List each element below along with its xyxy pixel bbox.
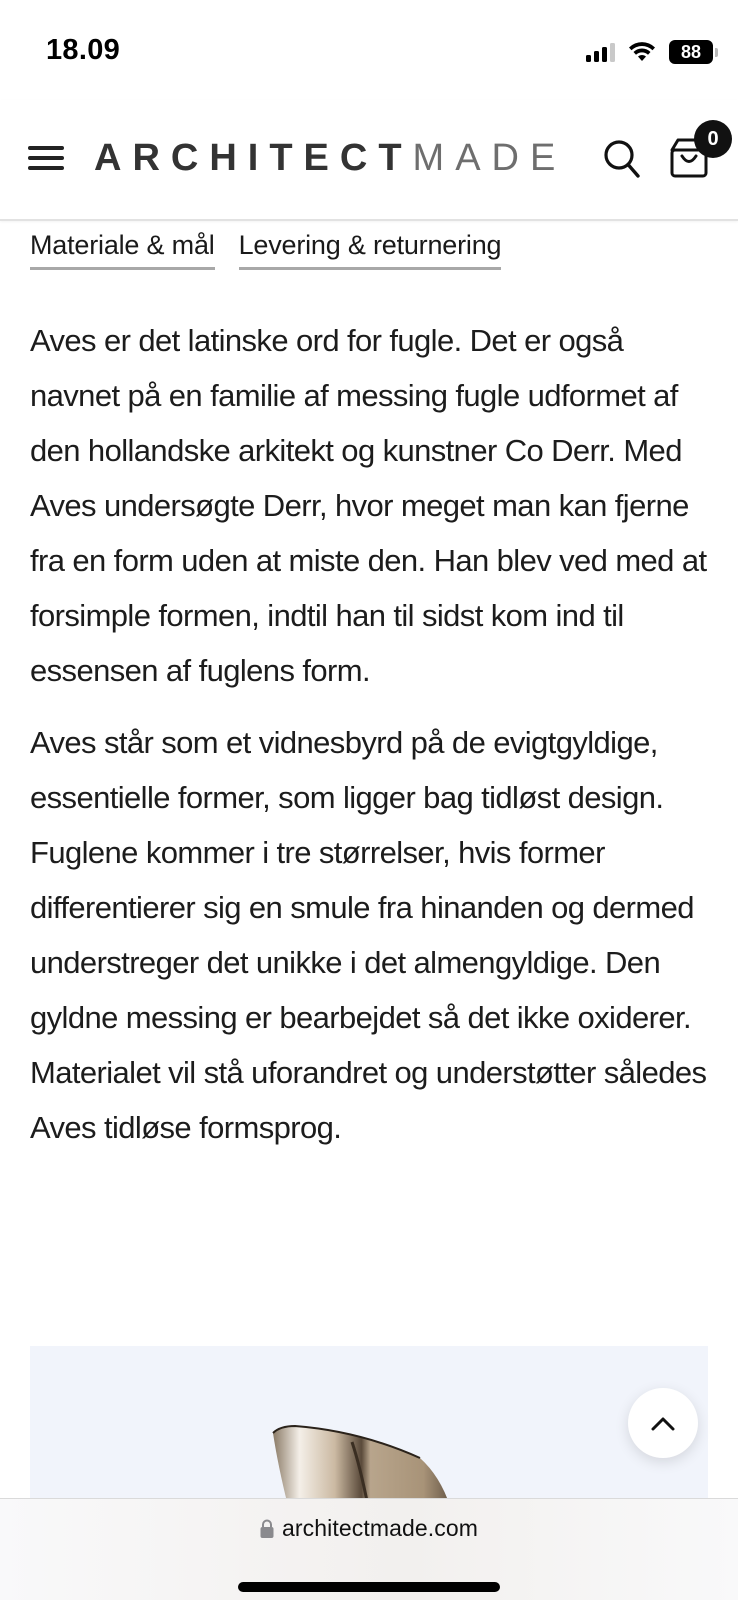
product-image: [30, 1346, 708, 1506]
browser-address-bar: [0, 1498, 738, 1600]
wifi-icon: [627, 41, 657, 63]
battery-percent: 88: [680, 41, 702, 62]
lock-icon: [260, 1519, 274, 1539]
description-paragraph: Aves er det latinske ord for fugle. Det er også navnet på en familie af messing fugle udformet af den hollandske arkitekt og kunstner Co Derr. Med Aves undersøgte Derr, hvor meget man kan fjerne fra en form uden at miste den. Han blev ved med at forsimple formen, indtil han til sidst kom ind til essensen af fuglens form.: [30, 323, 707, 688]
search-button[interactable]: [603, 138, 643, 180]
status-icons: [586, 38, 718, 66]
brass-bird-sculpture-image: [30, 1346, 708, 1506]
tab-levering[interactable]: Levering & returnering: [239, 228, 502, 270]
product-description: [30, 313, 715, 1155]
home-indicator[interactable]: [238, 1582, 500, 1592]
battery-tip: [715, 48, 718, 57]
hamburger-line: [28, 166, 64, 170]
hamburger-menu-icon: [28, 146, 64, 150]
url-field[interactable]: [0, 1515, 738, 1542]
search-icon: [603, 138, 643, 180]
hamburger-line: [28, 156, 64, 160]
back-to-top-button[interactable]: [628, 1388, 698, 1458]
description-paragraph: Aves står som et vidnesbyrd på de evigtgyldige, essentielle former, som ligger bag tidløst design. Fuglene kommer i tre størrelser, hvis former differentierer sig en smule fra hinanden og dermed understreger det unikke i det almengyldige. Den gyldne messing er bearbejdet så det ikke oxiderer. Materialet vil stå uforandret og understøtter således Aves tidløse formsprog.: [30, 725, 707, 1145]
cellular-signal-icon: [586, 42, 615, 62]
battery-icon: [669, 40, 713, 64]
chevron-up-icon: [650, 1414, 676, 1432]
status-time: 18.09: [46, 34, 121, 66]
site-header: [0, 100, 738, 221]
cart-count-badge: 0: [694, 120, 732, 158]
logo-bold: ARCHITECT: [94, 137, 413, 179]
menu-button[interactable]: [28, 144, 66, 172]
tab-materiale[interactable]: Materiale & mål: [30, 228, 215, 270]
product-info-tabs: [30, 228, 501, 270]
site-logo[interactable]: [94, 136, 566, 180]
url-text: architectmade.com: [282, 1515, 478, 1541]
logo-light: MADE: [412, 137, 567, 179]
status-bar: [0, 0, 738, 100]
